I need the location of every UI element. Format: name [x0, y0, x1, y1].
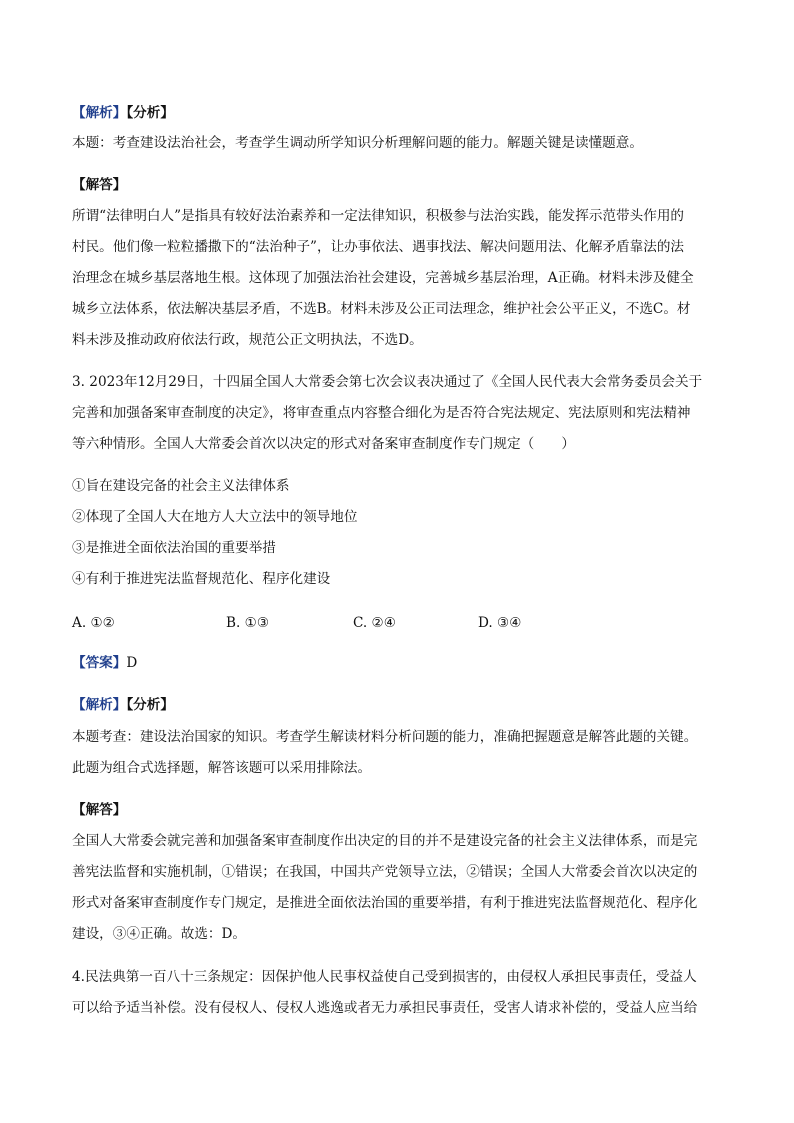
q3-answer: [72, 648, 722, 679]
choice-c[interactable]: C. ②④: [353, 615, 396, 631]
stem-line: 可以给予适当补偿。没有侵权人、侵权人逃逸或者无力承担民事责任，受害人请求补偿的，受益人应当给: [72, 1000, 698, 1016]
stem-line: 完善和加强备案审查制度的决定》，将审查重点内容整合细化为是否符合宪法规定、宪法原则和宪法精神: [72, 405, 691, 421]
q3-choices: [72, 608, 722, 639]
q4-stem: [72, 962, 722, 1024]
choice-d[interactable]: D. ③④: [478, 615, 522, 631]
stem-line: 4.民法典第一百八十三条规定：因保护他人民事权益使自己受到损害的，由侵权人承担民事责任，受益人: [72, 969, 697, 985]
answer-line: 料未涉及推动政府依法行政，规范公正文明执法，不选D。: [72, 332, 423, 348]
analysis-sub-tag: 【分析】: [126, 105, 174, 121]
statement-item: ①旨在建设完备的社会主义法律体系: [72, 478, 290, 494]
analysis-sub-tag: 【分析】: [126, 697, 174, 713]
answer-line: 城乡立法体系，依法解决基层矛盾，不选B。材料未涉及公正司法理念，维护社会公平正义，不选C。材: [72, 301, 691, 317]
answer-line: 善宪法监督和实施机制，①错误；在我国，中国共产党领导立法，②错误；全国人大常委会首次以决定的: [72, 864, 698, 880]
q3-answer-heading: [72, 795, 722, 826]
answer-line: 形式对备案审查制度作专门规定，是推进全面依法治国的重要举措，有利于推进宪法监督规范化、程序化: [72, 895, 698, 911]
answer-line: 村民。他们像一粒粒播撒下的“法治种子”，让办事依法、遇事找法、解决问题用法、化解矛盾靠法的法: [72, 239, 685, 255]
q3-analysis-text: [72, 722, 722, 784]
statement-item: ③是推进全面依法治国的重要举措: [72, 540, 276, 556]
q2-answer-text: [72, 201, 722, 356]
answer-line: 建设，③④正确。故选：D。: [72, 926, 247, 942]
statement-item: ④有利于推进宪法监督规范化、程序化建设: [72, 571, 331, 587]
q3-stem: [72, 367, 722, 460]
answer-line: 治理念在城乡基层落地生根。这体现了加强法治社会建设，完善城乡基层治理，A正确。材料未涉及健全: [72, 270, 694, 286]
stem-line: 等六种情形。全国人大常委会首次以决定的形式对备案审查制度作专门规定（ ）: [72, 436, 575, 452]
q3-statements: [72, 471, 722, 595]
q3-analysis-heading: [72, 690, 722, 721]
answer-line: 所谓“法律明白人”是指具有较好法治素养和一定法律知识，积极参与法治实践，能发挥示范带头作用的: [72, 208, 685, 224]
answer-value: D: [126, 655, 138, 671]
stem-line: 3. 2023年12月29日，十四届全国人大常委会第七次会议表决通过了《全国人民代表大会常务委员会关于: [72, 374, 703, 390]
analysis-tag: 【解析】: [72, 105, 127, 121]
analysis-text-line: 本题：考查建设法治社会，考查学生调动所学知识分析理解问题的能力。解题关键是读懂题意。: [72, 135, 643, 151]
analysis-tag: 【解析】: [72, 697, 127, 713]
q2-analysis-heading: [72, 98, 722, 129]
statement-item: ②体现了全国人大在地方人大立法中的领导地位: [72, 509, 358, 525]
choice-a[interactable]: A. ①②: [72, 615, 115, 631]
q2-answer-heading: [72, 170, 722, 201]
answer-tag: 【答案】: [72, 655, 127, 671]
q3-answer-text: [72, 826, 722, 950]
q2-analysis-text: [72, 128, 722, 159]
answer-heading: 【解答】: [72, 177, 127, 193]
analysis-line: 本题考查：建设法治国家的知识。考查学生解读材料分析问题的能力，准确把握题意是解答此题的关键。: [72, 729, 698, 745]
analysis-line: 此题为组合式选择题，解答该题可以采用排除法。: [72, 760, 372, 776]
answer-heading: 【解答】: [72, 802, 127, 818]
choice-b[interactable]: B. ①③: [226, 615, 270, 631]
answer-line: 全国人大常委会就完善和加强备案审查制度作出决定的目的并不是建设完备的社会主义法律体系，而是完: [72, 833, 698, 849]
